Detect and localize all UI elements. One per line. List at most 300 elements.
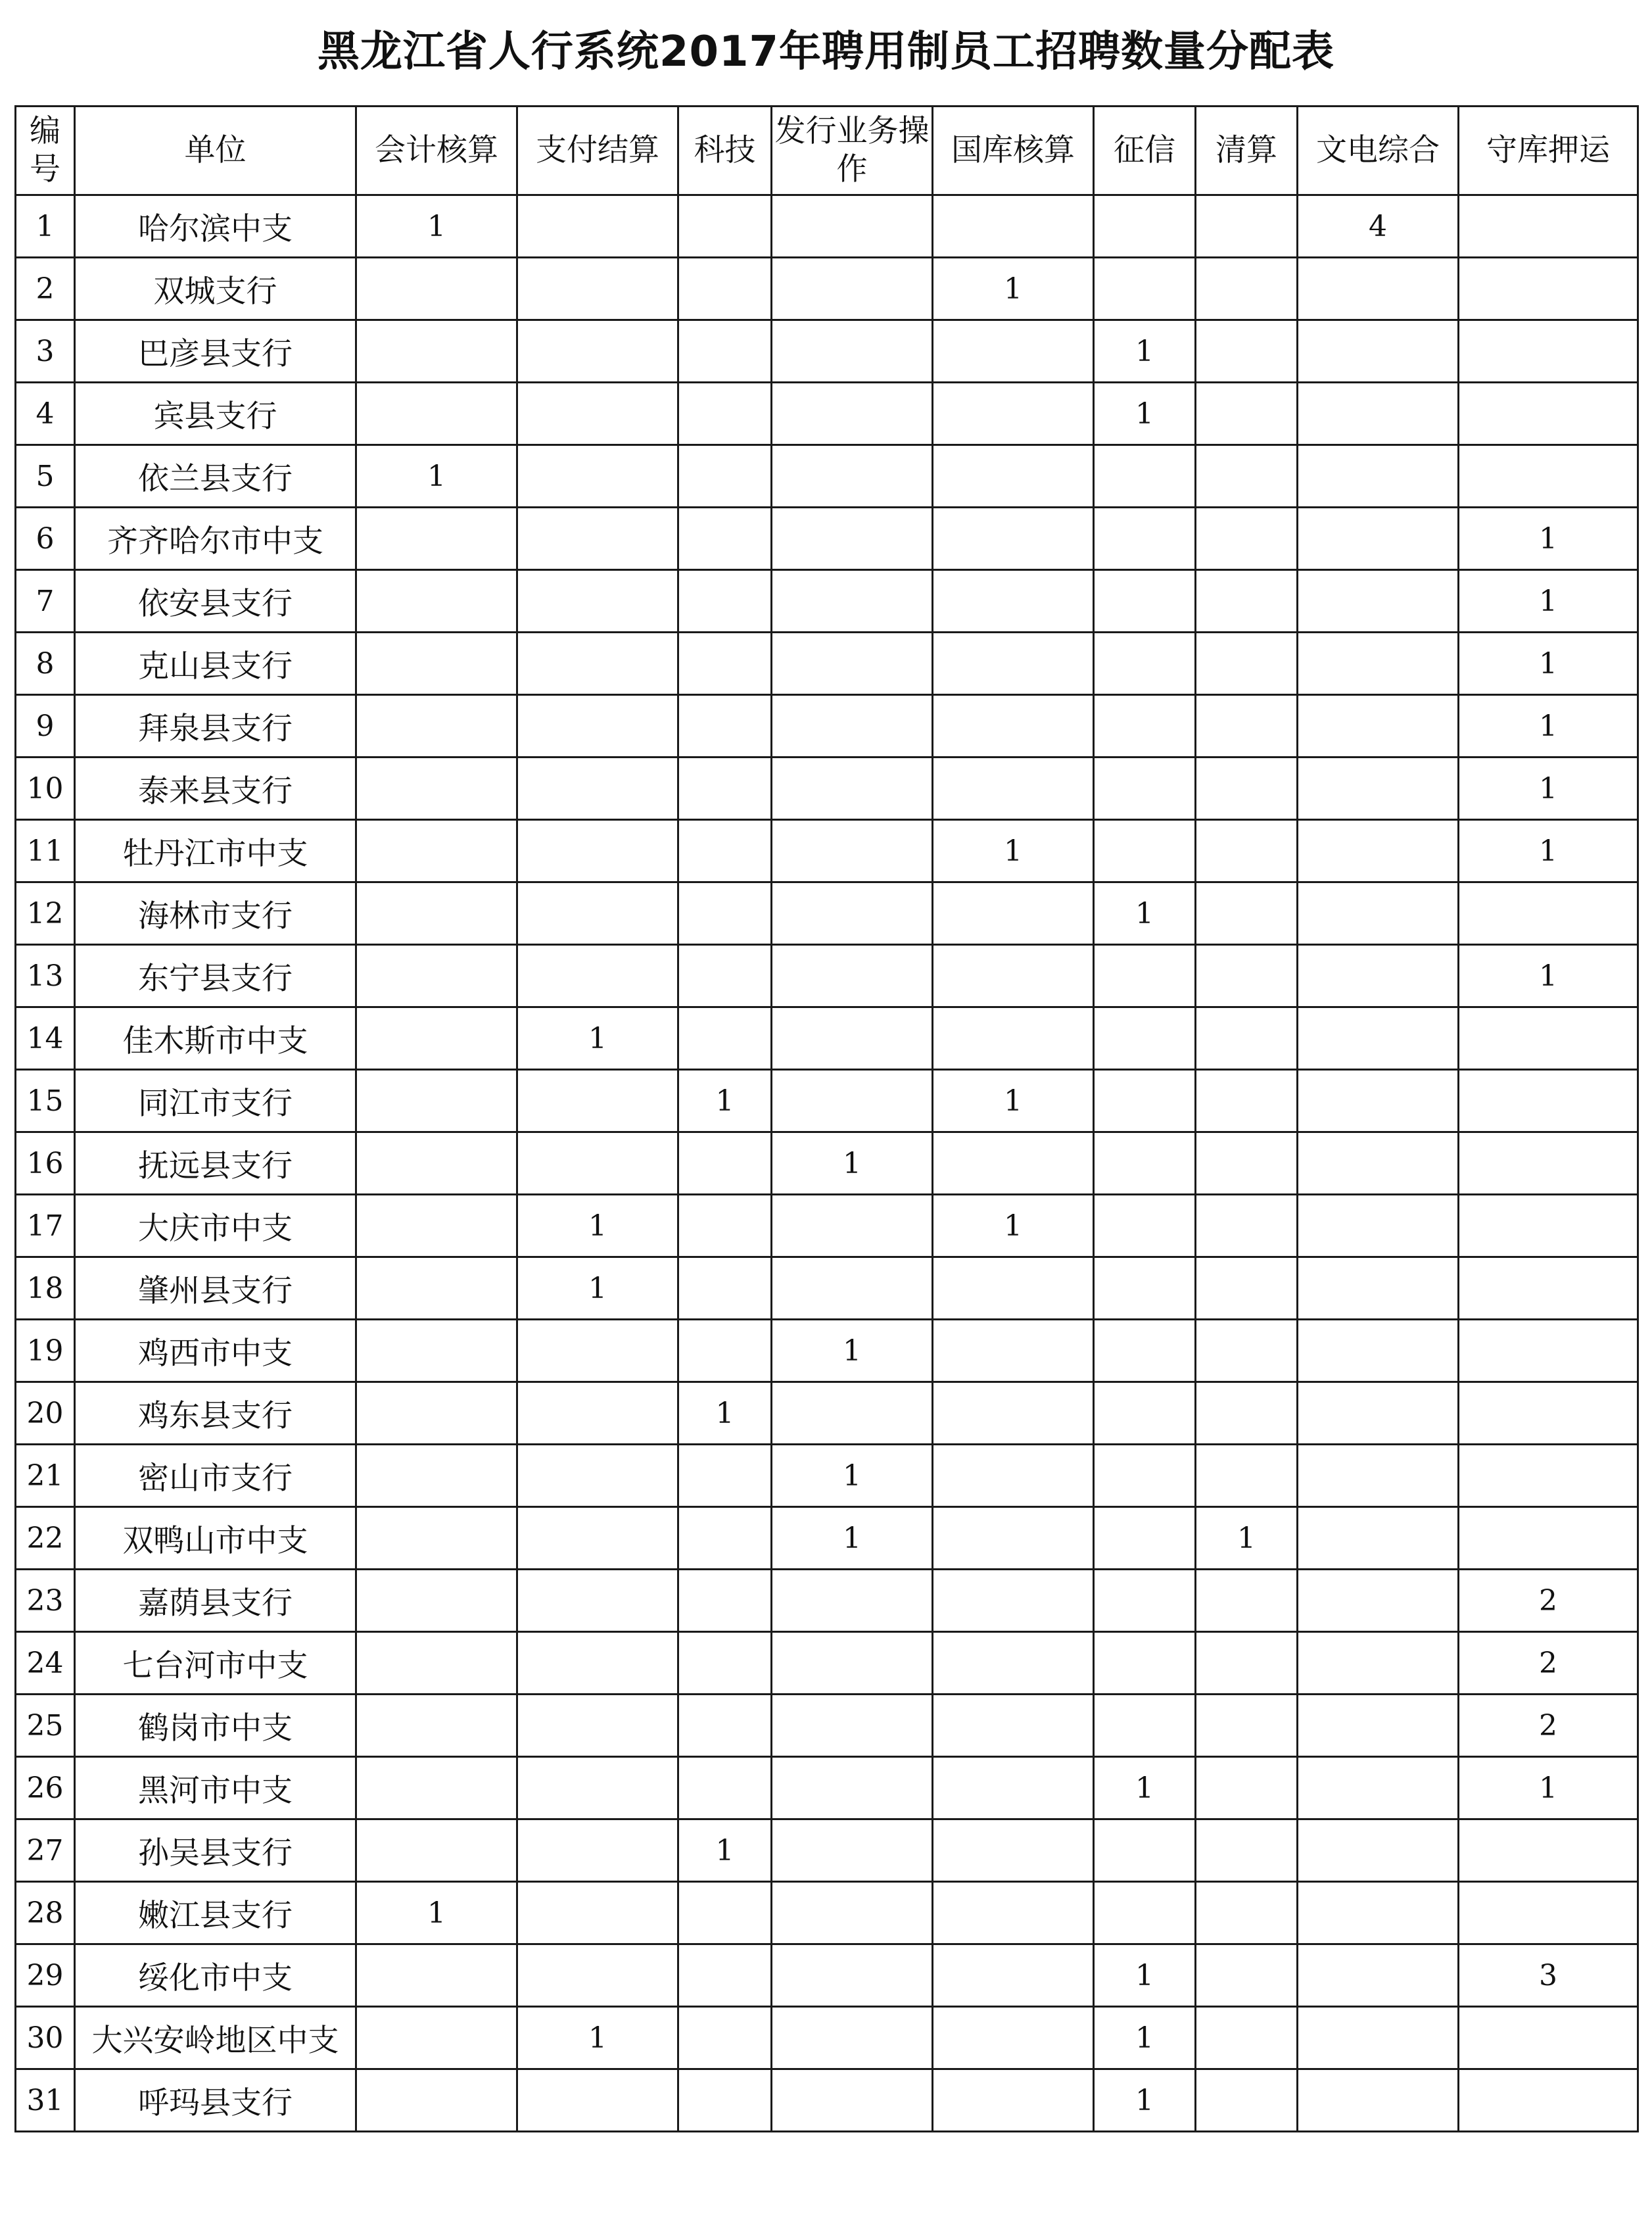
unit-name-cell: 海林市支行 — [75, 882, 356, 945]
vault-escort-count-cell — [1459, 1507, 1638, 1570]
accounting-count-cell — [356, 945, 517, 1007]
table-body — [16, 195, 1638, 2132]
technology-count-cell — [678, 1320, 772, 1382]
vault-escort-count-cell: 2 — [1459, 1570, 1638, 1632]
treasury-accounting-count-cell: 1 — [933, 820, 1094, 882]
row-index-cell: 12 — [16, 882, 75, 945]
payment-settlement-count-cell — [517, 320, 678, 383]
currency-issuance-count-cell — [772, 258, 933, 320]
treasury-accounting-count-cell — [933, 1445, 1094, 1507]
credit-reference-count-cell — [1094, 1070, 1196, 1132]
credit-reference-count-cell: 1 — [1094, 1944, 1196, 2007]
documents-admin-count-cell — [1298, 1507, 1459, 1570]
currency-issuance-count-cell — [772, 1007, 933, 1070]
documents-admin-count-cell — [1298, 1007, 1459, 1070]
technology-count-cell — [678, 1570, 772, 1632]
row-index-cell: 26 — [16, 1757, 75, 1819]
unit-name-cell: 嫩江县支行 — [75, 1882, 356, 1944]
row-index-cell: 29 — [16, 1944, 75, 2007]
vault-escort-count-cell: 2 — [1459, 1695, 1638, 1757]
currency-issuance-count-cell — [772, 633, 933, 695]
technology-count-cell — [678, 695, 772, 758]
row-index-cell: 13 — [16, 945, 75, 1007]
credit-reference-count-cell — [1094, 1570, 1196, 1632]
payment-settlement-count-cell — [517, 508, 678, 570]
payment-settlement-count-cell — [517, 445, 678, 508]
table-row — [16, 758, 1638, 820]
treasury-accounting-count-cell — [933, 695, 1094, 758]
accounting-count-cell — [356, 570, 517, 633]
unit-name-cell: 泰来县支行 — [75, 758, 356, 820]
technology-count-cell — [678, 445, 772, 508]
credit-reference-count-cell — [1094, 695, 1196, 758]
currency-issuance-count-cell — [772, 1632, 933, 1695]
unit-name-cell: 宾县支行 — [75, 383, 356, 445]
technology-count-cell — [678, 195, 772, 258]
credit-reference-count-cell — [1094, 1882, 1196, 1944]
vault-escort-count-cell — [1459, 1070, 1638, 1132]
clearing-count-cell — [1196, 2007, 1298, 2069]
clearing-count-cell — [1196, 1819, 1298, 1882]
technology-count-cell — [678, 820, 772, 882]
treasury-accounting-count-cell — [933, 1819, 1094, 1882]
payment-settlement-count-cell — [517, 1632, 678, 1695]
accounting-count-cell — [356, 1195, 517, 1257]
row-index-cell: 7 — [16, 570, 75, 633]
row-index-cell: 10 — [16, 758, 75, 820]
treasury-accounting-count-cell — [933, 633, 1094, 695]
payment-settlement-count-cell — [517, 1570, 678, 1632]
unit-name-cell: 依安县支行 — [75, 570, 356, 633]
documents-admin-count-cell — [1298, 1445, 1459, 1507]
accounting-count-cell — [356, 1320, 517, 1382]
documents-admin-count-cell — [1298, 320, 1459, 383]
treasury-accounting-count-cell — [933, 445, 1094, 508]
table-row — [16, 508, 1638, 570]
treasury-accounting-count-cell — [933, 2007, 1094, 2069]
documents-admin-count-cell — [1298, 1132, 1459, 1195]
treasury-accounting-count-cell — [933, 1757, 1094, 1819]
currency-issuance-count-cell: 1 — [772, 1132, 933, 1195]
header-row — [16, 107, 1638, 195]
accounting-count-cell — [356, 1382, 517, 1445]
documents-admin-count-cell — [1298, 882, 1459, 945]
credit-reference-count-cell: 1 — [1094, 383, 1196, 445]
accounting-count-cell — [356, 1695, 517, 1757]
payment-settlement-count-cell — [517, 882, 678, 945]
vault-escort-count-cell — [1459, 1882, 1638, 1944]
treasury-accounting-count-cell — [933, 2069, 1094, 2132]
vault-escort-count-cell — [1459, 1819, 1638, 1882]
payment-settlement-count-cell — [517, 633, 678, 695]
accounting-count-cell — [356, 758, 517, 820]
clearing-count-cell — [1196, 1007, 1298, 1070]
treasury-accounting-count-cell — [933, 383, 1094, 445]
accounting-count-cell — [356, 1132, 517, 1195]
documents-admin-count-cell — [1298, 1882, 1459, 1944]
currency-issuance-count-cell — [772, 570, 933, 633]
documents-admin-count-cell — [1298, 1070, 1459, 1132]
treasury-accounting-count-cell — [933, 508, 1094, 570]
clearing-count-cell: 1 — [1196, 1507, 1298, 1570]
clearing-count-cell — [1196, 570, 1298, 633]
treasury-accounting-count-cell — [933, 1132, 1094, 1195]
technology-count-cell — [678, 383, 772, 445]
vault-escort-count-cell — [1459, 1007, 1638, 1070]
unit-name-cell: 肇州县支行 — [75, 1257, 356, 1320]
technology-count-cell — [678, 945, 772, 1007]
table-row — [16, 1819, 1638, 1882]
accounting-count-cell — [356, 383, 517, 445]
credit-reference-count-cell: 1 — [1094, 320, 1196, 383]
payment-settlement-count-cell — [517, 695, 678, 758]
accounting-count-cell — [356, 508, 517, 570]
accounting-count-cell — [356, 1507, 517, 1570]
table-row — [16, 1445, 1638, 1507]
accounting-count-cell — [356, 1570, 517, 1632]
documents-admin-count-cell — [1298, 1570, 1459, 1632]
unit-name-cell: 七台河市中支 — [75, 1632, 356, 1695]
clearing-count-cell — [1196, 445, 1298, 508]
documents-admin-count-cell: 4 — [1298, 195, 1459, 258]
technology-count-cell — [678, 882, 772, 945]
documents-admin-count-cell — [1298, 695, 1459, 758]
vault-escort-count-cell — [1459, 258, 1638, 320]
clearing-count-cell — [1196, 1632, 1298, 1695]
currency-issuance-count-cell: 1 — [772, 1445, 933, 1507]
technology-count-cell — [678, 1882, 772, 1944]
header-credit-reference: 征信 — [1094, 107, 1196, 195]
technology-count-cell — [678, 508, 772, 570]
accounting-count-cell — [356, 1257, 517, 1320]
documents-admin-count-cell — [1298, 1320, 1459, 1382]
clearing-count-cell — [1196, 1195, 1298, 1257]
row-index-cell: 25 — [16, 1695, 75, 1757]
treasury-accounting-count-cell — [933, 945, 1094, 1007]
clearing-count-cell — [1196, 320, 1298, 383]
technology-count-cell: 1 — [678, 1070, 772, 1132]
payment-settlement-count-cell: 1 — [517, 1257, 678, 1320]
accounting-count-cell — [356, 258, 517, 320]
currency-issuance-count-cell — [772, 758, 933, 820]
treasury-accounting-count-cell — [933, 320, 1094, 383]
credit-reference-count-cell: 1 — [1094, 2069, 1196, 2132]
table-row — [16, 1695, 1638, 1757]
payment-settlement-count-cell — [517, 758, 678, 820]
clearing-count-cell — [1196, 1382, 1298, 1445]
vault-escort-count-cell: 1 — [1459, 758, 1638, 820]
credit-reference-count-cell — [1094, 758, 1196, 820]
currency-issuance-count-cell — [772, 1382, 933, 1445]
documents-admin-count-cell — [1298, 1695, 1459, 1757]
table-row — [16, 695, 1638, 758]
row-index-cell: 19 — [16, 1320, 75, 1382]
credit-reference-count-cell — [1094, 945, 1196, 1007]
technology-count-cell: 1 — [678, 1819, 772, 1882]
credit-reference-count-cell — [1094, 1132, 1196, 1195]
currency-issuance-count-cell — [772, 508, 933, 570]
vault-escort-count-cell — [1459, 2007, 1638, 2069]
currency-issuance-count-cell — [772, 695, 933, 758]
row-index-cell: 28 — [16, 1882, 75, 1944]
treasury-accounting-count-cell — [933, 1632, 1094, 1695]
unit-name-cell: 克山县支行 — [75, 633, 356, 695]
unit-name-cell: 鸡东县支行 — [75, 1382, 356, 1445]
vault-escort-count-cell — [1459, 445, 1638, 508]
documents-admin-count-cell — [1298, 758, 1459, 820]
vault-escort-count-cell: 1 — [1459, 633, 1638, 695]
accounting-count-cell — [356, 2069, 517, 2132]
row-index-cell: 8 — [16, 633, 75, 695]
unit-name-cell: 双鸭山市中支 — [75, 1507, 356, 1570]
treasury-accounting-count-cell — [933, 758, 1094, 820]
accounting-count-cell — [356, 633, 517, 695]
table-row — [16, 882, 1638, 945]
credit-reference-count-cell — [1094, 1507, 1196, 1570]
vault-escort-count-cell — [1459, 1132, 1638, 1195]
vault-escort-count-cell — [1459, 195, 1638, 258]
row-index-cell: 23 — [16, 1570, 75, 1632]
payment-settlement-count-cell — [517, 1944, 678, 2007]
credit-reference-count-cell — [1094, 633, 1196, 695]
documents-admin-count-cell — [1298, 1944, 1459, 2007]
treasury-accounting-count-cell — [933, 1695, 1094, 1757]
documents-admin-count-cell — [1298, 445, 1459, 508]
header-clearing: 清算 — [1196, 107, 1298, 195]
clearing-count-cell — [1196, 1944, 1298, 2007]
payment-settlement-count-cell: 1 — [517, 1007, 678, 1070]
row-index-cell: 27 — [16, 1819, 75, 1882]
clearing-count-cell — [1196, 383, 1298, 445]
table-row — [16, 258, 1638, 320]
technology-count-cell — [678, 1007, 772, 1070]
currency-issuance-count-cell — [772, 882, 933, 945]
unit-name-cell: 佳木斯市中支 — [75, 1007, 356, 1070]
row-index-cell: 1 — [16, 195, 75, 258]
treasury-accounting-count-cell — [933, 1320, 1094, 1382]
accounting-count-cell — [356, 1944, 517, 2007]
currency-issuance-count-cell — [772, 2069, 933, 2132]
currency-issuance-count-cell — [772, 320, 933, 383]
treasury-accounting-count-cell — [933, 1257, 1094, 1320]
allocation-table — [14, 105, 1639, 2132]
vault-escort-count-cell — [1459, 1382, 1638, 1445]
row-index-cell: 30 — [16, 2007, 75, 2069]
documents-admin-count-cell — [1298, 383, 1459, 445]
payment-settlement-count-cell — [517, 570, 678, 633]
payment-settlement-count-cell — [517, 1445, 678, 1507]
accounting-count-cell — [356, 1632, 517, 1695]
clearing-count-cell — [1196, 2069, 1298, 2132]
vault-escort-count-cell: 3 — [1459, 1944, 1638, 2007]
payment-settlement-count-cell: 1 — [517, 2007, 678, 2069]
payment-settlement-count-cell — [517, 1320, 678, 1382]
accounting-count-cell — [356, 882, 517, 945]
accounting-count-cell: 1 — [356, 1882, 517, 1944]
clearing-count-cell — [1196, 1445, 1298, 1507]
table-row — [16, 445, 1638, 508]
accounting-count-cell — [356, 1070, 517, 1132]
row-index-cell: 2 — [16, 258, 75, 320]
page-title: 黑龙江省人行系统2017年聘用制员工招聘数量分配表 — [317, 28, 1335, 76]
technology-count-cell — [678, 1695, 772, 1757]
clearing-count-cell — [1196, 1882, 1298, 1944]
technology-count-cell — [678, 1632, 772, 1695]
table-row — [16, 1195, 1638, 1257]
vault-escort-count-cell: 1 — [1459, 695, 1638, 758]
row-index-cell: 24 — [16, 1632, 75, 1695]
documents-admin-count-cell — [1298, 570, 1459, 633]
treasury-accounting-count-cell — [933, 1007, 1094, 1070]
unit-name-cell: 密山市支行 — [75, 1445, 356, 1507]
clearing-count-cell — [1196, 1320, 1298, 1382]
payment-settlement-count-cell — [517, 1070, 678, 1132]
vault-escort-count-cell — [1459, 1445, 1638, 1507]
vault-escort-count-cell — [1459, 1320, 1638, 1382]
currency-issuance-count-cell — [772, 445, 933, 508]
payment-settlement-count-cell — [517, 1382, 678, 1445]
accounting-count-cell — [356, 695, 517, 758]
documents-admin-count-cell — [1298, 2069, 1459, 2132]
table-row — [16, 1132, 1638, 1195]
treasury-accounting-count-cell — [933, 1382, 1094, 1445]
header-currency-issuance: 发行业务操作 — [772, 107, 933, 195]
unit-name-cell: 呼玛县支行 — [75, 2069, 356, 2132]
clearing-count-cell — [1196, 882, 1298, 945]
treasury-accounting-count-cell — [933, 1944, 1094, 2007]
clearing-count-cell — [1196, 508, 1298, 570]
credit-reference-count-cell — [1094, 1445, 1196, 1507]
currency-issuance-count-cell — [772, 945, 933, 1007]
unit-name-cell: 大兴安岭地区中支 — [75, 2007, 356, 2069]
vault-escort-count-cell — [1459, 383, 1638, 445]
unit-name-cell: 依兰县支行 — [75, 445, 356, 508]
row-index-cell: 11 — [16, 820, 75, 882]
row-index-cell: 22 — [16, 1507, 75, 1570]
header-payment-settlement: 支付结算 — [517, 107, 678, 195]
treasury-accounting-count-cell: 1 — [933, 1195, 1094, 1257]
documents-admin-count-cell — [1298, 820, 1459, 882]
payment-settlement-count-cell — [517, 1882, 678, 1944]
table-row — [16, 1757, 1638, 1819]
documents-admin-count-cell — [1298, 1195, 1459, 1257]
credit-reference-count-cell: 1 — [1094, 882, 1196, 945]
technology-count-cell — [678, 1257, 772, 1320]
credit-reference-count-cell — [1094, 445, 1196, 508]
vault-escort-count-cell — [1459, 320, 1638, 383]
unit-name-cell: 孙吴县支行 — [75, 1819, 356, 1882]
unit-name-cell: 抚远县支行 — [75, 1132, 356, 1195]
vault-escort-count-cell: 1 — [1459, 570, 1638, 633]
credit-reference-count-cell — [1094, 1632, 1196, 1695]
unit-name-cell: 鸡西市中支 — [75, 1320, 356, 1382]
currency-issuance-count-cell — [772, 1757, 933, 1819]
credit-reference-count-cell — [1094, 1695, 1196, 1757]
payment-settlement-count-cell: 1 — [517, 1195, 678, 1257]
currency-issuance-count-cell — [772, 1944, 933, 2007]
accounting-count-cell — [356, 2007, 517, 2069]
table-row — [16, 1507, 1638, 1570]
vault-escort-count-cell: 2 — [1459, 1632, 1638, 1695]
credit-reference-count-cell — [1094, 1007, 1196, 1070]
vault-escort-count-cell — [1459, 1257, 1638, 1320]
unit-name-cell: 东宁县支行 — [75, 945, 356, 1007]
unit-name-cell: 牡丹江市中支 — [75, 820, 356, 882]
documents-admin-count-cell — [1298, 945, 1459, 1007]
accounting-count-cell — [356, 1007, 517, 1070]
accounting-count-cell: 1 — [356, 195, 517, 258]
clearing-count-cell — [1196, 1695, 1298, 1757]
documents-admin-count-cell — [1298, 1257, 1459, 1320]
table-header — [16, 107, 1638, 195]
vault-escort-count-cell — [1459, 1195, 1638, 1257]
table-row — [16, 1320, 1638, 1382]
credit-reference-count-cell — [1094, 1257, 1196, 1320]
vault-escort-count-cell: 1 — [1459, 1757, 1638, 1819]
table-row — [16, 1570, 1638, 1632]
currency-issuance-count-cell — [772, 1882, 933, 1944]
payment-settlement-count-cell — [517, 2069, 678, 2132]
accounting-count-cell: 1 — [356, 445, 517, 508]
currency-issuance-count-cell — [772, 195, 933, 258]
documents-admin-count-cell — [1298, 1757, 1459, 1819]
clearing-count-cell — [1196, 258, 1298, 320]
header-unit: 单位 — [75, 107, 356, 195]
credit-reference-count-cell — [1094, 1195, 1196, 1257]
payment-settlement-count-cell — [517, 1819, 678, 1882]
row-index-cell: 6 — [16, 508, 75, 570]
technology-count-cell — [678, 570, 772, 633]
row-index-cell: 15 — [16, 1070, 75, 1132]
table-row — [16, 2069, 1638, 2132]
header-accounting: 会计核算 — [356, 107, 517, 195]
treasury-accounting-count-cell — [933, 195, 1094, 258]
clearing-count-cell — [1196, 1070, 1298, 1132]
header-documents-admin: 文电综合 — [1298, 107, 1459, 195]
table-row — [16, 2007, 1638, 2069]
currency-issuance-count-cell — [772, 1257, 933, 1320]
unit-name-cell: 巴彦县支行 — [75, 320, 356, 383]
table-row — [16, 820, 1638, 882]
header-index: 编号 — [16, 107, 75, 195]
technology-count-cell — [678, 1445, 772, 1507]
unit-name-cell: 绥化市中支 — [75, 1944, 356, 2007]
technology-count-cell — [678, 633, 772, 695]
technology-count-cell — [678, 2069, 772, 2132]
vault-escort-count-cell: 1 — [1459, 945, 1638, 1007]
currency-issuance-count-cell — [772, 1570, 933, 1632]
credit-reference-count-cell — [1094, 258, 1196, 320]
row-index-cell: 18 — [16, 1257, 75, 1320]
payment-settlement-count-cell — [517, 258, 678, 320]
payment-settlement-count-cell — [517, 195, 678, 258]
table-row — [16, 1382, 1638, 1445]
header-vault-escort: 守库押运 — [1459, 107, 1638, 195]
table-row — [16, 1632, 1638, 1695]
treasury-accounting-count-cell — [933, 1507, 1094, 1570]
table-row — [16, 633, 1638, 695]
currency-issuance-count-cell — [772, 1195, 933, 1257]
row-index-cell: 5 — [16, 445, 75, 508]
payment-settlement-count-cell — [517, 1757, 678, 1819]
table-row — [16, 320, 1638, 383]
currency-issuance-count-cell — [772, 2007, 933, 2069]
clearing-count-cell — [1196, 1257, 1298, 1320]
documents-admin-count-cell — [1298, 508, 1459, 570]
table-row — [16, 945, 1638, 1007]
row-index-cell: 20 — [16, 1382, 75, 1445]
currency-issuance-count-cell — [772, 1070, 933, 1132]
